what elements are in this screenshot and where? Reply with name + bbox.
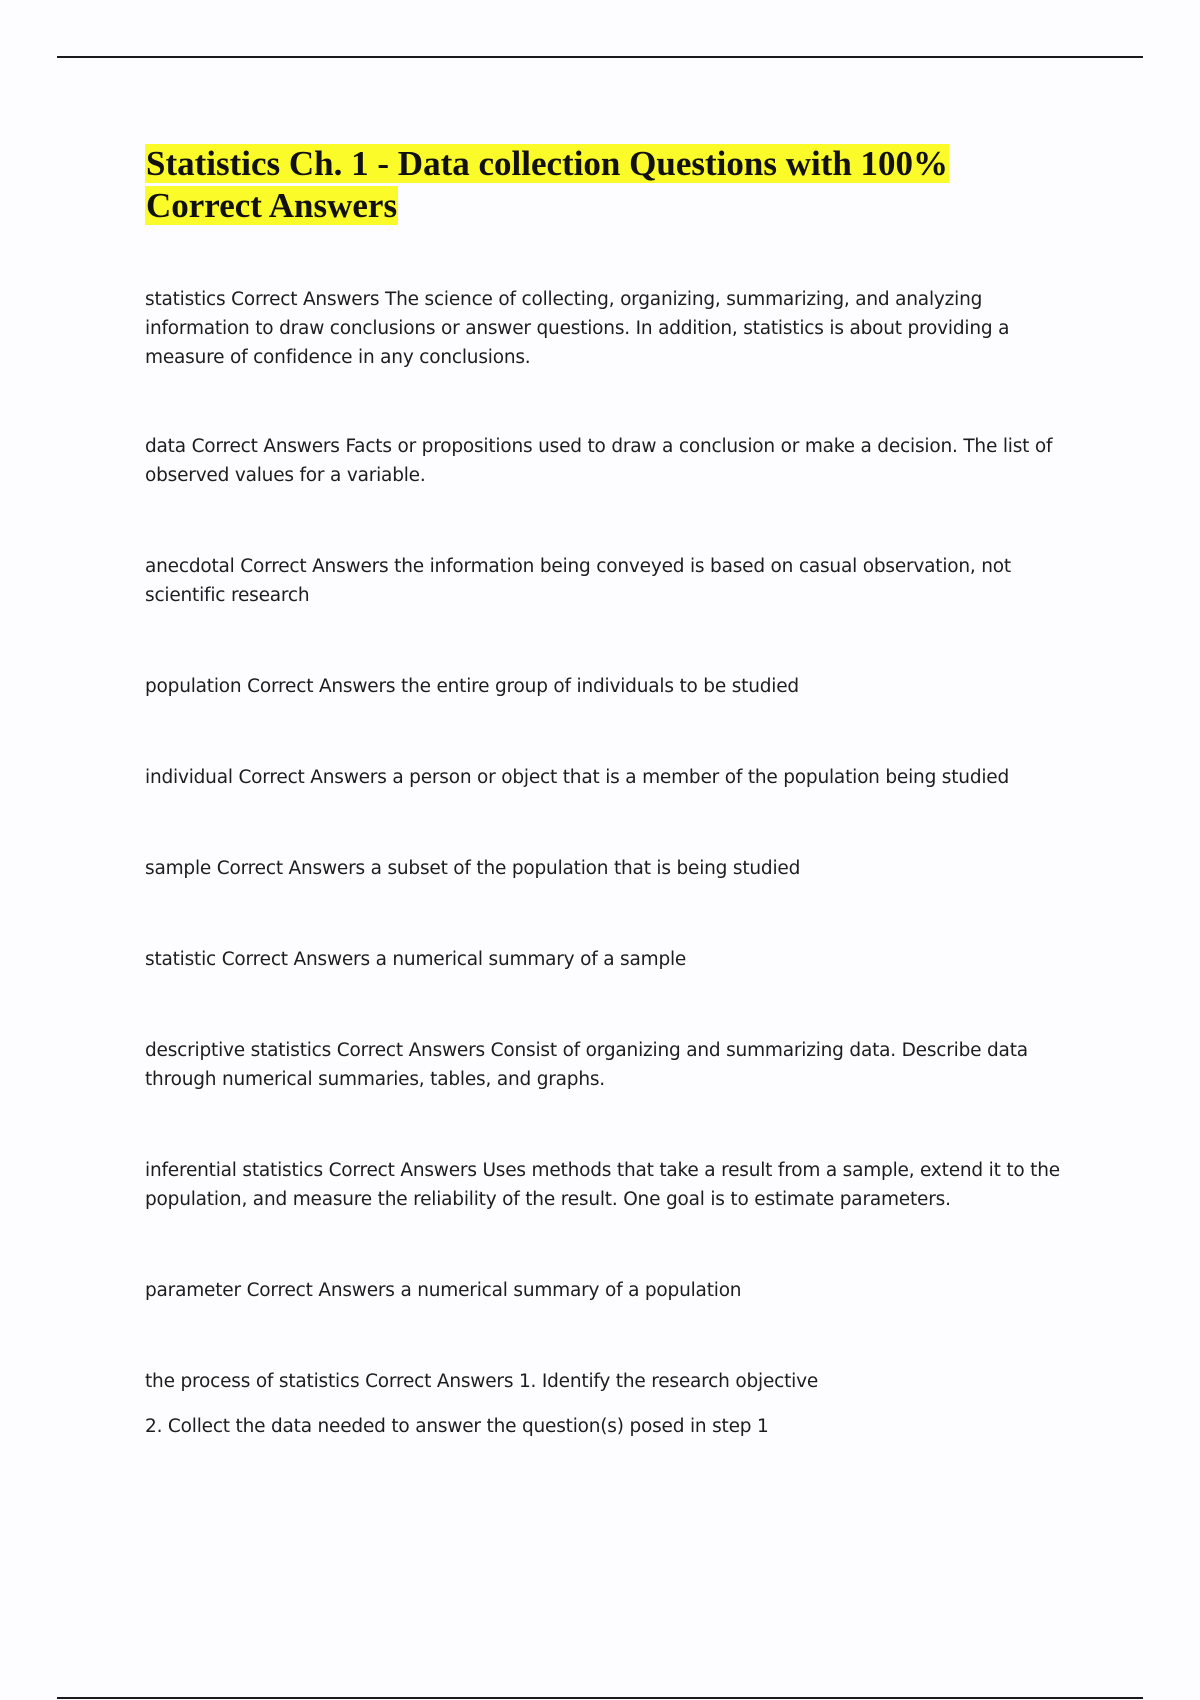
entry-definition: 1. Identify the research objective [518,1371,819,1392]
entry-definition: a subset of the population that is being studied [370,858,801,879]
qa-entry-statistics [145,285,1080,372]
qa-entry-individual [145,763,1080,792]
entry-term: descriptive statistics [145,1040,332,1061]
entry-term: population [145,676,242,697]
entry-definition: a numerical summary of a population [400,1280,742,1301]
entry-definition: Facts or propositions used to draw a conclusion or make a decision. The list of observed values for a variable. [145,436,1053,486]
answer-marker: Correct Answers [365,1371,514,1392]
answer-marker: Correct Answers [336,1040,485,1061]
entry-term: sample [145,858,212,879]
answer-marker: Correct Answers [221,949,370,970]
entry-term: statistic [145,949,217,970]
entry-definition: the information being conveyed is based on casual observation, not scientific research [145,556,1011,606]
answer-marker: Correct Answers [328,1160,477,1181]
qa-entry-sample [145,854,1080,883]
qa-list [145,285,1080,1441]
answer-marker: Correct Answers [240,556,389,577]
entry-definition: a numerical summary of a sample [375,949,687,970]
qa-entry-anecdotal [145,552,1080,610]
entry-definition: Consist of organizing and summarizing data. Describe data through numerical summaries, tables, and graphs. [145,1040,1028,1090]
title-line-2: Correct Answers [146,186,398,225]
qa-entry-inferential-statistics [145,1156,1080,1214]
qa-entry-process-of-statistics [145,1367,1080,1396]
entry-term: anecdotal [145,556,235,577]
qa-entry-data [145,432,1080,490]
entry-term: the process of statistics [145,1371,360,1392]
qa-entry-statistic [145,945,1080,974]
entry-term: data [145,436,186,457]
entry-definition: The science of collecting, organizing, summarizing, and analyzing information to draw conclusions or answer questions. In addition, statistics is about providing a measure of confidence in any conclusions. [145,289,1010,368]
bottom-rule [57,1697,1143,1699]
answer-marker: Correct Answers [247,676,396,697]
title-line-1: Statistics Ch. 1 - Data collection Questions with 100% [146,144,949,183]
answer-marker: Correct Answers [238,767,387,788]
entry-definition: a person or object that is a member of the population being studied [392,767,1010,788]
answer-marker: Correct Answers [231,289,380,310]
answer-marker: Correct Answers [191,436,340,457]
answer-marker: Correct Answers [216,858,365,879]
entry-definition: Uses methods that take a result from a sample, extend it to the population, and measure the reliability of the result. One goal is to estimate parameters. [145,1160,1060,1210]
qa-entry-population [145,672,1080,701]
entry-term: statistics [145,289,226,310]
top-rule [57,56,1143,58]
entry-term: individual [145,767,233,788]
answer-marker: Correct Answers [246,1280,395,1301]
entry-definition: the entire group of individuals to be studied [401,676,799,697]
entry-term: inferential statistics [145,1160,323,1181]
qa-entry-parameter [145,1276,1080,1305]
document-title [145,143,1045,227]
qa-entry-descriptive-statistics [145,1036,1080,1094]
entry-term: parameter [145,1280,241,1301]
process-step-2: 2. Collect the data needed to answer the question(s) posed in step 1 [145,1416,769,1437]
